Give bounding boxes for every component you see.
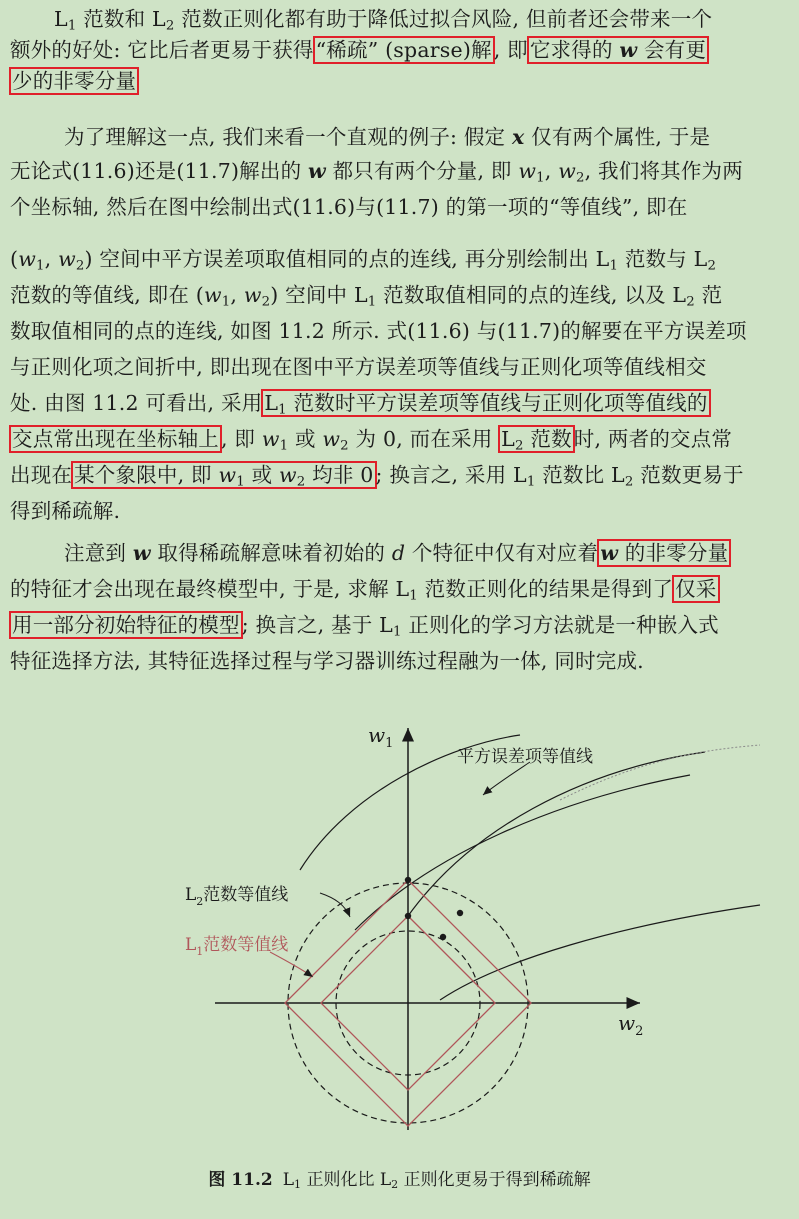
text: 范 <box>694 283 723 307</box>
highlight-box-l2-norm <box>498 425 575 453</box>
p1-line-3 <box>10 66 138 96</box>
text: ) 空间中 L <box>270 283 368 307</box>
p3-line-1 <box>10 244 716 274</box>
sq-err-contour-4 <box>440 905 760 1000</box>
text: ) 空间中平方误差项取值相同的点的连线, 再分别绘制出 L <box>84 247 610 271</box>
text: 或 <box>288 427 323 451</box>
text: 个特征中仅有对应着 <box>405 541 599 565</box>
text: 正则化更易于得到稀疏解 <box>398 1170 591 1190</box>
text: 取得稀疏解意味着初始的 <box>150 541 392 565</box>
subscript: 1 <box>67 18 77 34</box>
text: 都只有两个分量, 即 <box>325 159 519 183</box>
text: L <box>501 427 515 451</box>
highlight-box-on-axis: 交点常出现在坐标轴上 <box>9 425 222 453</box>
subscript: 1 <box>35 258 45 274</box>
x-axis-label: $w_2$ <box>618 1011 644 1039</box>
subscript: 1 <box>221 294 231 310</box>
text: , 我们将其作为两 <box>584 159 743 183</box>
subscript: 2 <box>261 294 271 310</box>
math-w: w <box>308 159 326 183</box>
math-w: w <box>132 541 151 565</box>
text: 的非零分量 <box>618 541 729 565</box>
p2-line-1 <box>64 122 710 152</box>
math-w1: w <box>203 283 222 307</box>
text: , <box>230 283 244 307</box>
text: 的特征才会出现在最终模型中, 于是, 求解 L <box>10 577 410 601</box>
l2-label: $L_2$范数等值线 <box>185 885 289 908</box>
text: 范数和 L <box>76 7 166 31</box>
p4-line-1 <box>64 538 730 568</box>
text: 范数时平方误差项等值线与正则化项等值线的 <box>286 391 708 415</box>
p2-line-2 <box>10 156 743 186</box>
text: 正则化的学习方法就是一种嵌入式 <box>401 613 719 637</box>
text: L <box>282 1170 295 1190</box>
text: 均非 0 <box>305 463 374 487</box>
figure-svg <box>0 700 799 1170</box>
intersection-point <box>405 913 411 919</box>
text: 注意到 <box>64 541 133 565</box>
subscript: 2 <box>707 258 717 274</box>
figure-caption <box>0 1165 799 1190</box>
p3-line-4 <box>10 352 707 382</box>
text: 它求得的 <box>529 38 620 62</box>
p4-line-4 <box>10 646 644 676</box>
subscript: 1 <box>409 588 418 604</box>
p4-line-2 <box>10 574 719 604</box>
text: 为 0, 而在采用 <box>348 427 500 451</box>
math-w: w <box>619 38 638 62</box>
subscript: 2 <box>340 438 349 454</box>
l1-label: $L_1$范数等值线 <box>185 935 289 958</box>
text: 得到稀疏解. <box>10 499 121 523</box>
text: 为了理解这一点, 我们来看一个直观的例子: 假定 <box>64 125 512 149</box>
highlight-box-fewer-nonzero <box>527 36 709 64</box>
subscript: 2 <box>515 438 524 454</box>
subscript: 1 <box>526 474 536 490</box>
text: 时, 两者的交点常 <box>573 427 733 451</box>
text: 处. 由图 11.2 可看出, 采用 <box>10 391 263 415</box>
p3-line-3 <box>10 316 747 346</box>
subscript: 2 <box>391 1177 399 1191</box>
p3-line-2 <box>10 280 722 310</box>
intersection-point <box>440 934 446 940</box>
p3-line-8 <box>10 496 120 526</box>
text: 无论式(11.6)还是(11.7)解出的 <box>10 159 308 183</box>
math-w1: w <box>18 247 36 271</box>
highlight-box-fewer-nonzero-cont: 少的非零分量 <box>9 67 139 95</box>
subscript: 2 <box>624 474 634 490</box>
text: 范数比 L <box>535 463 625 487</box>
math-w2: w <box>58 247 76 271</box>
intersection-point <box>405 877 411 883</box>
highlight-box-quadrant <box>71 461 376 489</box>
text: 仅有两个属性, 于是 <box>524 125 711 149</box>
caption-number: 图 11.2 <box>208 1170 273 1190</box>
text: L <box>54 7 68 31</box>
text: 某个象限中, 即 <box>74 463 219 487</box>
intersection-point <box>457 910 463 916</box>
subscript: 1 <box>536 170 545 186</box>
math-w: w <box>600 541 619 565</box>
text: 范数的等值线, 即在 ( <box>10 283 204 307</box>
text: ; 换言之, 基于 L <box>241 613 393 637</box>
subscript: 1 <box>236 474 245 490</box>
sq-err-label: 平方误差项等值线 <box>457 747 593 767</box>
text: 额外的好处: 它比后者更易于获得 <box>10 38 314 62</box>
math-w2: w <box>279 463 297 487</box>
math-x: x <box>511 125 525 149</box>
math-w1: w <box>218 463 237 487</box>
p2-line-3 <box>10 192 687 222</box>
text: 与正则化项之间折中, 即出现在图中平方误差项等值线与正则化项等值线相交 <box>10 355 707 379</box>
text: , 即 <box>221 427 262 451</box>
text: 范数正则化的结果是得到了 <box>417 577 674 601</box>
subscript: 2 <box>165 18 175 34</box>
math-d: d <box>391 541 406 565</box>
text: , <box>544 159 559 183</box>
text: ; 换言之, 采用 L <box>375 463 527 487</box>
math-w2: w <box>558 159 576 183</box>
figure-11-2 <box>0 700 799 1170</box>
math-w2: w <box>322 427 341 451</box>
highlight-box-l1-intersect <box>261 389 710 417</box>
text: 数取值相同的点的连线, 如图 11.2 所示. 式(11.6) 与(11.7)的解要在平方误差项 <box>10 319 747 343</box>
p4-line-3 <box>10 610 719 640</box>
subscript: 1 <box>609 258 619 274</box>
text: 范数更易于 <box>633 463 744 487</box>
text: 范数与 L <box>618 247 708 271</box>
text: , <box>44 247 59 271</box>
p1-line-1 <box>54 4 712 34</box>
text: ( <box>10 247 19 271</box>
subscript: 2 <box>686 294 695 310</box>
text: 个坐标轴, 然后在图中绘制出式(11.6)与(11.7) 的第一项的“等值线”, 即在 <box>10 195 688 219</box>
p3-line-7 <box>10 460 744 490</box>
subscript: 1 <box>279 438 289 454</box>
subscript: 2 <box>75 258 85 274</box>
highlight-box-nonzero-components <box>597 539 731 567</box>
text: , 即 <box>493 38 528 62</box>
subscript: 1 <box>367 294 377 310</box>
math-w1: w <box>518 159 537 183</box>
l1-label-arrow <box>270 952 313 977</box>
math-w1: w <box>261 427 280 451</box>
highlight-box-sparse: “稀疏” (sparse)解 <box>313 36 495 64</box>
text: 范数取值相同的点的连线, 以及 L <box>376 283 687 307</box>
subscript: 1 <box>278 402 287 418</box>
l2-label-arrow <box>320 893 350 917</box>
math-w2: w <box>243 283 262 307</box>
subscript: 1 <box>294 1177 302 1191</box>
p3-line-5 <box>10 388 710 418</box>
text: 或 <box>244 463 280 487</box>
text: 范数正则化都有助于降低过拟合风险, 但前者还会带来一个 <box>174 7 713 31</box>
p1-line-2 <box>10 35 708 65</box>
text: 正则化比 L <box>301 1170 392 1190</box>
text: 出现在 <box>10 463 73 487</box>
text: 会有更 <box>637 38 707 62</box>
y-axis-label: $w_1$ <box>368 723 394 751</box>
text: 特征选择方法, 其特征选择过程与学习器训练过程融为一体, 同时完成. <box>10 649 644 673</box>
subscript: 2 <box>296 474 306 490</box>
highlight-box-partial-features: 仅采 <box>672 575 719 603</box>
highlight-box-partial-features-cont: 用一部分初始特征的模型 <box>9 611 243 639</box>
subscript: 2 <box>575 170 585 186</box>
sq-err-contour-2 <box>355 775 690 930</box>
text: 范数 <box>523 427 572 451</box>
text: L <box>264 391 279 415</box>
p3-line-6 <box>10 424 732 454</box>
subscript: 1 <box>393 624 402 640</box>
